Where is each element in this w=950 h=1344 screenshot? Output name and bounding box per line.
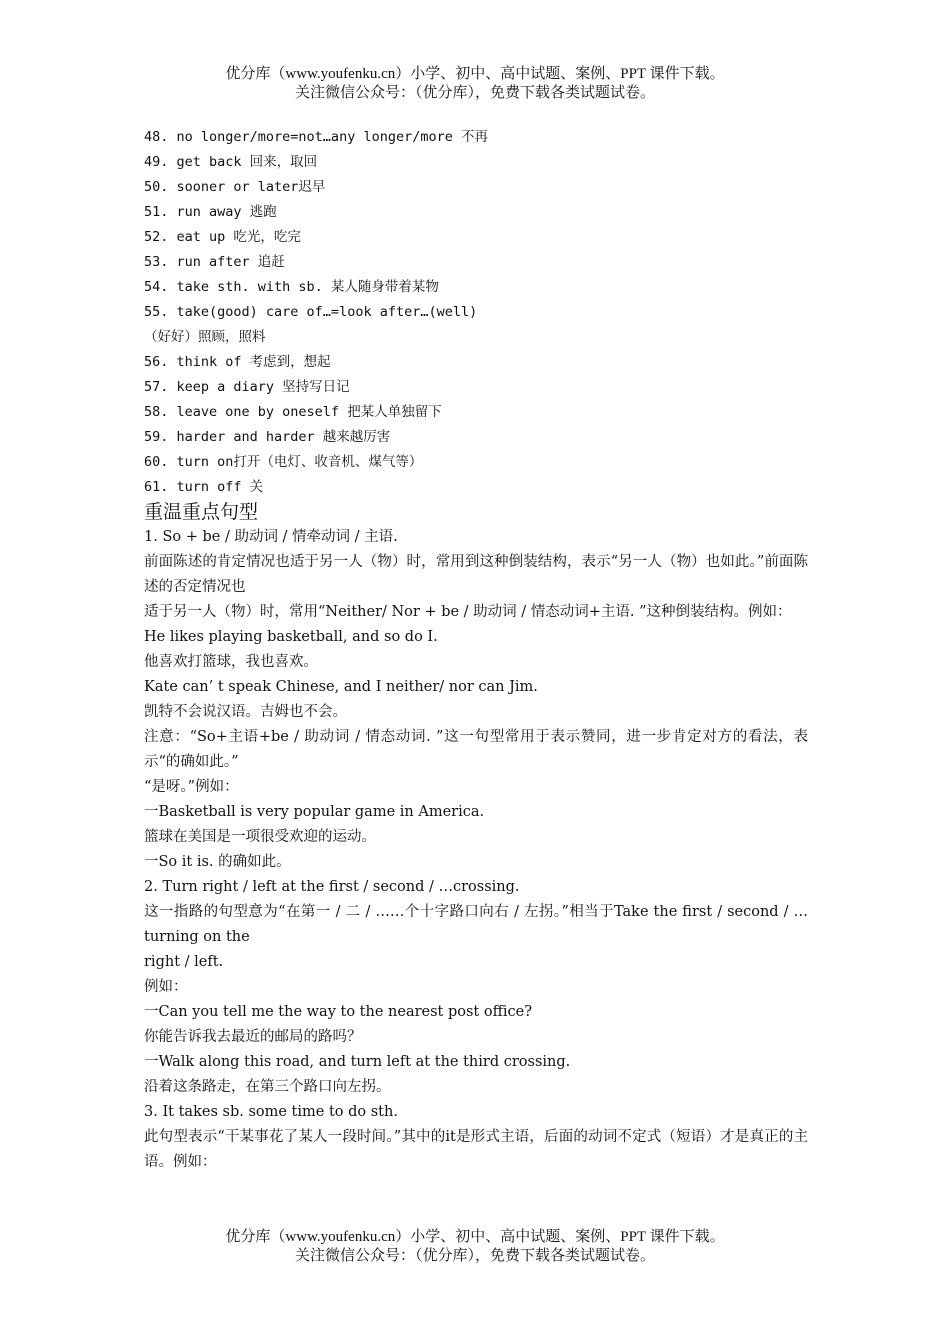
example-english: Kate can’ t speak Chinese, and I neither/ nor can Jim.: [144, 679, 538, 695]
example-chinese: 篮球在美国是一项很受欢迎的运动。: [144, 829, 376, 845]
pattern-1-heading: 1. So + be / 助动词 / 情牵动词 / 主语.: [144, 529, 398, 545]
phrase-item: 51. run away 逃跑: [144, 204, 277, 220]
pattern-1-explanation-cont: 适于另一人（物）时，常用“Neither/ Nor + be / 助动词 / 情态动词+主语. ”这种倒装结构。例如：: [144, 604, 792, 620]
page-header: [0, 65, 950, 103]
pattern-1-explanation: 前面陈述的肯定情况也适于另一人（物）时，常用到这种倒装结构，表示“另一人（物）也如此。”前面陈述的否定情况也: [144, 554, 808, 595]
document-body: [144, 125, 808, 1175]
pattern-3-heading: 3. It takes sb. some time to do sth.: [144, 1104, 398, 1120]
phrase-item: 54. take sth. with sb. 某人随身带着某物: [144, 279, 439, 295]
phrase-item: 48. no longer/more=not…any longer/more 不再: [144, 129, 488, 145]
example-chinese: 沿着这条路走，在第三个路口向左拐。: [144, 1079, 391, 1095]
example-chinese: 他喜欢打篮球，我也喜欢。: [144, 654, 318, 670]
pattern-2-explanation-cont: right / left.: [144, 954, 224, 970]
pattern-2-heading: 2. Turn right / left at the first / second / …crossing.: [144, 879, 520, 895]
section-title: 重温重点句型: [144, 501, 259, 523]
pattern-3-explanation: 此句型表示“干某事花了某人一段时间。”其中的it是形式主语，后面的动词不定式（短语）才是真正的主语。例如：: [144, 1129, 808, 1170]
pattern-2-explanation: 这一指路的句型意为“在第一 / 二 / ……个十字路口向右 / 左拐。”相当于Take the first / second / …turning on the: [144, 904, 808, 945]
example-label: 例如：: [144, 979, 188, 995]
phrase-item: 49. get back 回来，取回: [144, 154, 318, 170]
phrase-item: 58. leave one by oneself 把某人单独留下: [144, 404, 442, 420]
header-line-1: 优分库（www.youfenku.cn）小学、初中、高中试题、案例、PPT 课件下载。: [225, 66, 725, 82]
phrase-item: 59. harder and harder 越来越厉害: [144, 429, 391, 445]
phrase-item: （好好）照顾，照料: [144, 329, 266, 345]
pattern-1-note-cont: “是呀。”例如：: [144, 779, 239, 795]
example-english: 一Can you tell me the way to the nearest post office?: [144, 1004, 533, 1020]
example-english: He likes playing basketball, and so do I.: [144, 629, 438, 645]
phrase-item: 60. turn on打开（电灯、收音机、煤气等）: [144, 454, 423, 470]
example-english: 一Walk along this road, and turn left at the third crossing.: [144, 1054, 571, 1070]
phrase-item: 56. think of 考虑到，想起: [144, 354, 331, 370]
footer-line-2: 关注微信公众号：（优分库），免费下载各类试题试卷。: [294, 1248, 655, 1264]
pattern-1-note: 注意：“So+主语+be / 助动词 / 情态动词. ”这一句型常用于表示赞同，进一步肯定对方的看法，表示“的确如此。”: [144, 729, 808, 770]
phrase-item: 61. turn off 关: [144, 479, 264, 495]
phrase-item: 52. eat up 吃光，吃完: [144, 229, 301, 245]
page-footer: [0, 1228, 950, 1266]
phrase-item: 57. keep a diary 坚持写日记: [144, 379, 350, 395]
example-english: 一Basketball is very popular game in America.: [144, 804, 485, 820]
example-chinese: 你能告诉我去最近的邮局的路吗？: [144, 1029, 362, 1045]
phrase-item: 53. run after 追赶: [144, 254, 285, 270]
header-line-2: 关注微信公众号：（优分库），免费下载各类试题试卷。: [294, 85, 655, 101]
example-reply: 一So it is. 的确如此。: [144, 854, 291, 870]
example-chinese: 凯特不会说汉语。吉姆也不会。: [144, 704, 347, 720]
footer-line-1: 优分库（www.youfenku.cn）小学、初中、高中试题、案例、PPT 课件下载。: [225, 1229, 725, 1245]
phrase-item: 55. take(good) care of…=look after…(well): [144, 304, 478, 320]
phrase-item: 50. sooner or later迟早: [144, 179, 326, 195]
